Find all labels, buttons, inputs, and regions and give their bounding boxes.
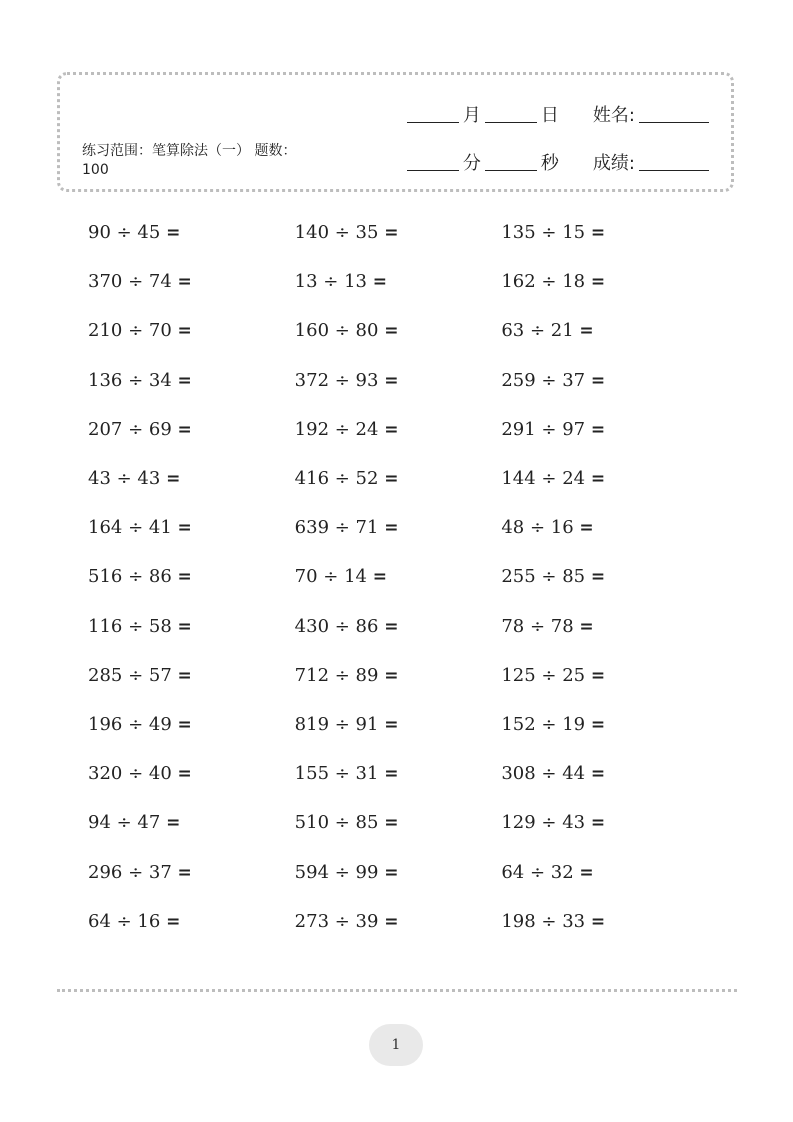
problem-item	[88, 419, 295, 440]
second-label: 秒	[540, 153, 559, 174]
problem-item	[295, 271, 502, 292]
problem-expression: 594 ÷ 99	[294, 861, 379, 883]
problem-row	[88, 356, 708, 405]
equals-sign: =	[384, 665, 399, 686]
problem-expression: 712 ÷ 89	[294, 664, 379, 686]
problem-item	[295, 911, 502, 932]
equals-sign: =	[384, 911, 399, 932]
equals-sign: =	[579, 518, 594, 539]
equals-sign: =	[177, 764, 192, 785]
problem-expression: 516 ÷ 86	[88, 566, 172, 588]
problem-item	[295, 616, 502, 637]
equals-sign: =	[579, 616, 594, 637]
problem-item	[501, 911, 708, 932]
equals-sign: =	[166, 223, 181, 244]
problem-expression: 48 ÷ 16	[501, 517, 574, 539]
equals-sign: =	[384, 223, 399, 244]
problem-expression: 198 ÷ 33	[501, 910, 586, 932]
problem-expression: 372 ÷ 93	[294, 369, 379, 391]
problem-row	[88, 602, 708, 651]
problem-expression: 285 ÷ 57	[88, 664, 172, 686]
problem-item	[88, 468, 295, 489]
equals-sign: =	[384, 714, 399, 735]
problem-item	[501, 763, 708, 784]
problem-expression: 430 ÷ 86	[294, 615, 379, 637]
problem-expression: 70 ÷ 14	[294, 566, 368, 588]
problem-item	[88, 320, 295, 341]
problem-row	[88, 208, 708, 257]
problem-expression: 308 ÷ 44	[501, 763, 586, 785]
equals-sign: =	[590, 714, 606, 735]
equals-sign: =	[590, 665, 606, 686]
equals-sign: =	[384, 321, 399, 342]
problem-expression: 192 ÷ 24	[294, 418, 379, 440]
problem-item	[295, 419, 502, 440]
problem-item	[501, 468, 708, 489]
equals-sign: =	[177, 665, 192, 686]
second-blank[interactable]	[485, 170, 537, 171]
equals-sign: =	[384, 469, 399, 490]
problem-row	[88, 454, 708, 503]
equals-sign: =	[590, 370, 606, 391]
problem-item	[501, 862, 708, 883]
equals-sign: =	[177, 616, 192, 637]
minute-blank[interactable]	[407, 170, 459, 171]
score-blank[interactable]	[639, 170, 709, 171]
equals-sign: =	[384, 616, 399, 637]
equals-sign: =	[177, 321, 192, 342]
problem-expression: 152 ÷ 19	[501, 713, 586, 735]
problem-item	[501, 419, 708, 440]
equals-sign: =	[590, 469, 606, 490]
day-label: 日	[540, 105, 559, 126]
problem-expression: 13 ÷ 13	[294, 271, 368, 293]
problem-item	[88, 271, 295, 292]
problem-item	[88, 616, 295, 637]
problem-item	[88, 714, 295, 735]
problem-item	[295, 665, 502, 686]
problem-item	[295, 566, 502, 587]
problem-item	[295, 812, 502, 833]
problem-expression: 273 ÷ 39	[294, 910, 379, 932]
equals-sign: =	[384, 419, 399, 440]
problem-item	[295, 517, 502, 538]
problem-item	[501, 616, 708, 637]
problem-expression: 510 ÷ 85	[294, 812, 379, 834]
problem-expression: 64 ÷ 16	[88, 910, 161, 932]
problem-expression: 196 ÷ 49	[88, 713, 172, 735]
problem-row	[88, 847, 708, 896]
problem-expression: 639 ÷ 71	[294, 517, 379, 539]
equals-sign: =	[177, 419, 192, 440]
problem-expression: 43 ÷ 43	[88, 468, 161, 490]
problem-expression: 210 ÷ 70	[88, 320, 172, 342]
problem-row	[88, 700, 708, 749]
problem-expression: 162 ÷ 18	[501, 271, 586, 293]
month-label: 月	[462, 105, 481, 126]
header-box	[57, 72, 734, 192]
problem-expression: 78 ÷ 78	[501, 615, 574, 637]
problem-expression: 136 ÷ 34	[88, 369, 172, 391]
problem-row	[88, 651, 708, 700]
page-number: 1	[369, 1024, 423, 1066]
problem-item	[88, 812, 295, 833]
name-blank[interactable]	[639, 122, 709, 123]
problem-item	[501, 665, 708, 686]
problem-expression: 144 ÷ 24	[501, 468, 586, 490]
equals-sign: =	[384, 764, 399, 785]
problem-expression: 116 ÷ 58	[88, 615, 172, 637]
problem-item	[295, 763, 502, 784]
problem-expression: 320 ÷ 40	[88, 763, 172, 785]
equals-sign: =	[166, 911, 181, 932]
problem-item	[501, 566, 708, 587]
equals-sign: =	[166, 469, 181, 490]
problem-item	[88, 517, 295, 538]
problem-item	[501, 320, 708, 341]
problem-item	[295, 714, 502, 735]
equals-sign: =	[590, 272, 606, 293]
equals-sign: =	[372, 567, 387, 588]
equals-sign: =	[590, 567, 606, 588]
problem-row	[88, 897, 708, 946]
minute-label: 分	[462, 153, 481, 174]
problem-item	[88, 566, 295, 587]
equals-sign: =	[384, 862, 399, 883]
day-blank[interactable]	[485, 122, 537, 123]
problem-row	[88, 503, 708, 552]
practice-scope: 练习范围：笔算除法（一） 题数：100	[82, 143, 297, 178]
problem-expression: 296 ÷ 37	[88, 861, 172, 883]
problem-expression: 125 ÷ 25	[501, 664, 586, 686]
problem-expression: 155 ÷ 31	[294, 763, 379, 785]
problem-expression: 416 ÷ 52	[294, 468, 379, 490]
problem-item	[295, 468, 502, 489]
problem-item	[295, 222, 502, 243]
equals-sign: =	[590, 813, 606, 834]
problem-row	[88, 798, 708, 847]
problem-expression: 135 ÷ 15	[501, 222, 586, 244]
equals-sign: =	[579, 321, 594, 342]
footer-divider	[57, 989, 737, 992]
date-name-row	[407, 101, 709, 127]
problem-expression: 259 ÷ 37	[501, 369, 586, 391]
equals-sign: =	[177, 272, 192, 293]
equals-sign: =	[372, 272, 387, 293]
problem-expression: 90 ÷ 45	[88, 222, 161, 244]
problem-item	[88, 222, 295, 243]
problem-item	[295, 862, 502, 883]
problem-expression: 64 ÷ 32	[501, 861, 574, 883]
score-label: 成绩:	[592, 153, 635, 174]
equals-sign: =	[579, 862, 594, 883]
name-label: 姓名:	[592, 105, 635, 126]
equals-sign: =	[590, 223, 606, 244]
problem-row	[88, 257, 708, 306]
equals-sign: =	[590, 911, 606, 932]
problem-row	[88, 749, 708, 798]
problem-item	[501, 812, 708, 833]
equals-sign: =	[177, 714, 192, 735]
equals-sign: =	[590, 764, 606, 785]
problem-item	[501, 271, 708, 292]
problem-item	[295, 370, 502, 391]
problem-expression: 160 ÷ 80	[294, 320, 379, 342]
problem-item	[501, 714, 708, 735]
problem-item	[295, 320, 502, 341]
problem-expression: 129 ÷ 43	[501, 812, 586, 834]
equals-sign: =	[590, 419, 606, 440]
month-blank[interactable]	[407, 122, 459, 123]
problem-item	[88, 763, 295, 784]
problem-row	[88, 306, 708, 355]
problem-grid	[88, 208, 708, 946]
equals-sign: =	[177, 862, 192, 883]
problem-expression: 63 ÷ 21	[501, 320, 574, 342]
equals-sign: =	[166, 813, 181, 834]
equals-sign: =	[177, 518, 192, 539]
problem-item	[88, 370, 295, 391]
problem-expression: 164 ÷ 41	[88, 517, 172, 539]
problem-item	[501, 517, 708, 538]
problem-item	[88, 911, 295, 932]
problem-expression: 370 ÷ 74	[88, 271, 172, 293]
problem-expression: 207 ÷ 69	[88, 418, 172, 440]
problem-expression: 291 ÷ 97	[501, 418, 586, 440]
equals-sign: =	[177, 567, 192, 588]
problem-item	[501, 222, 708, 243]
problem-expression: 140 ÷ 35	[294, 222, 379, 244]
problem-row	[88, 405, 708, 454]
problem-expression: 94 ÷ 47	[88, 812, 161, 834]
problem-expression: 819 ÷ 91	[294, 713, 379, 735]
problem-row	[88, 552, 708, 601]
problem-item	[88, 665, 295, 686]
equals-sign: =	[384, 370, 399, 391]
problem-expression: 255 ÷ 85	[501, 566, 586, 588]
equals-sign: =	[384, 813, 399, 834]
time-score-row	[407, 149, 709, 175]
problem-item	[501, 370, 708, 391]
equals-sign: =	[384, 518, 399, 539]
problem-item	[88, 862, 295, 883]
equals-sign: =	[177, 370, 192, 391]
